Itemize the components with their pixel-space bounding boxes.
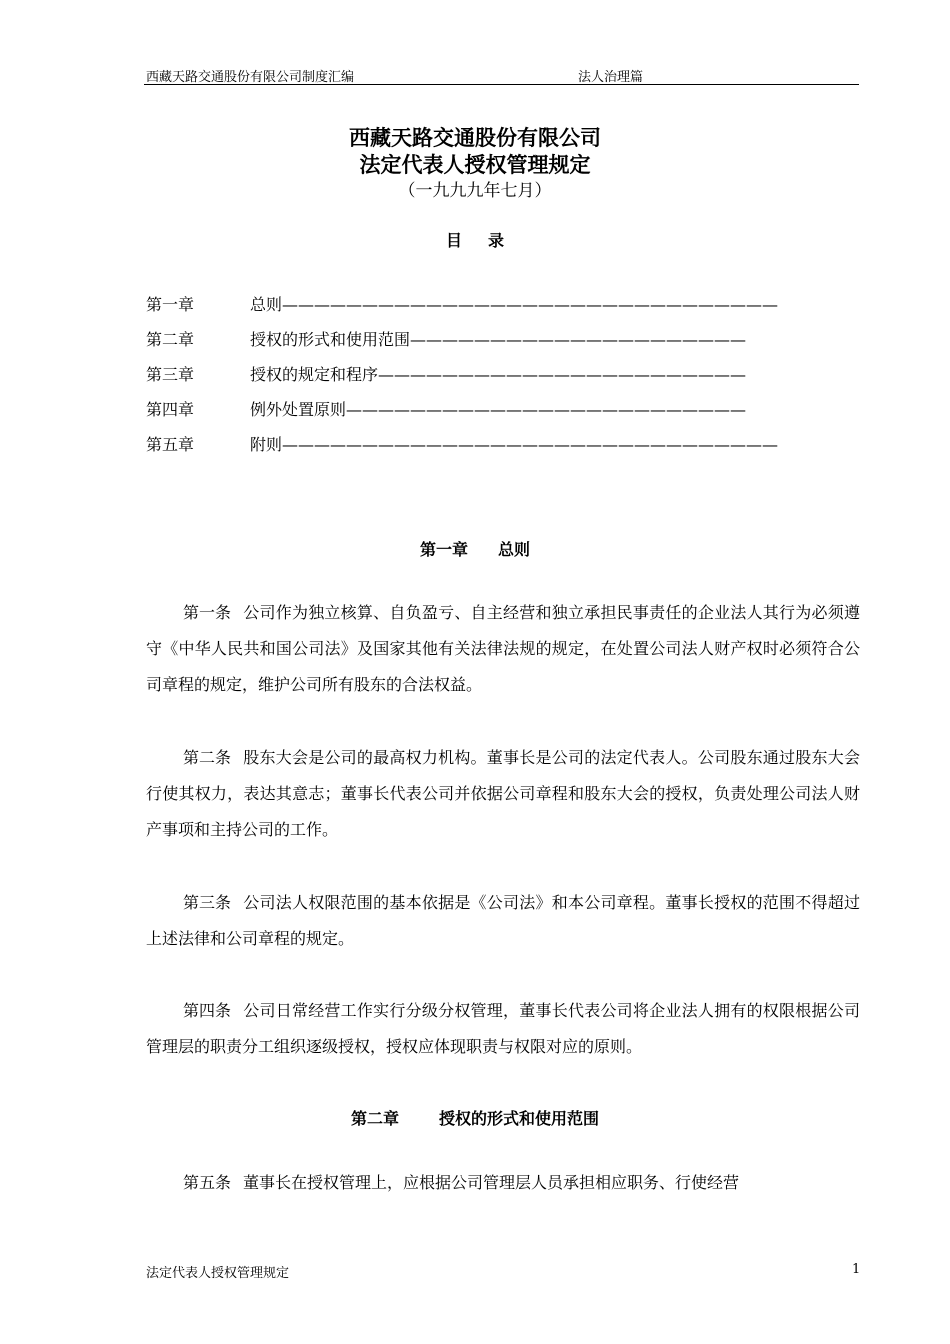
chapter-number: 第一章: [419, 540, 468, 559]
toc-row[interactable]: [146, 292, 806, 327]
article-1: [146, 595, 860, 703]
toc-chapter: 第一章: [146, 295, 195, 314]
article-5: [146, 1165, 860, 1201]
chapter-name: 总则: [498, 540, 531, 559]
toc-chapter: 第二章: [146, 330, 195, 349]
header-rule: [144, 84, 859, 85]
article-text: 公司法人权限范围的基本依据是《公司法》和本公司章程。董事长授权的范围不得超过上述法律和公司章程的规定。: [146, 893, 860, 948]
article-4: [146, 993, 860, 1065]
page-number: 1: [852, 1262, 861, 1277]
footer-title: 法定代表人授权管理规定: [146, 1266, 290, 1281]
toc-chapter: 第四章: [146, 400, 195, 419]
toc-name: 授权的形式和使用范围—————————————————————: [250, 330, 747, 349]
toc-chapter: 第三章: [146, 365, 195, 384]
header-right: 法人治理篇: [578, 70, 644, 85]
toc-row[interactable]: [146, 362, 806, 397]
table-of-contents: [146, 292, 806, 467]
chapter-1-heading: [0, 537, 950, 560]
toc-heading-a: 目: [445, 231, 462, 250]
chapter-number: 第二章: [350, 1109, 399, 1128]
doc-title-company: 西藏天路交通股份有限公司: [349, 125, 601, 150]
chapter-2-heading: [0, 1106, 950, 1129]
article-number: 第四条: [183, 1001, 232, 1020]
chapter-name: 授权的形式和使用范围: [439, 1109, 600, 1128]
article-3: [146, 885, 860, 957]
toc-row[interactable]: [146, 327, 806, 362]
toc-name: 总则———————————————————————————————: [250, 295, 779, 314]
article-number: 第五条: [183, 1173, 232, 1192]
toc-name: 授权的规定和程序———————————————————————: [250, 365, 747, 384]
doc-date: （一九九九年七月）: [398, 181, 552, 201]
toc-heading-b: 录: [488, 231, 505, 250]
toc-row[interactable]: [146, 397, 806, 432]
article-number: 第一条: [183, 603, 232, 622]
toc-name: 例外处置原则—————————————————————————: [250, 400, 747, 419]
article-text: 公司作为独立核算、自负盈亏、自主经营和独立承担民事责任的企业法人其行为必须遵守《中华人民共和国公司法》及国家其他有关法律法规的规定，在处置公司法人财产权时必须符合公司章程的规定，维护公司所有股东的合法权益。: [146, 603, 860, 694]
article-2: [146, 740, 860, 848]
article-text: 董事长在授权管理上，应根据公司管理层人员承担相应职务、行使经营: [243, 1173, 740, 1192]
article-text: 股东大会是公司的最高权力机构。董事长是公司的法定代表人。公司股东通过股东大会行使其权力，表达其意志；董事长代表公司并依据公司章程和股东大会的授权，负责处理公司法人财产事项和主持公司的工作。: [146, 748, 860, 839]
doc-title-name: 法定代表人授权管理规定: [359, 152, 591, 177]
article-text: 公司日常经营工作实行分级分权管理，董事长代表公司将企业法人拥有的权限根据公司管理层的职责分工组织逐级授权，授权应体现职责与权限对应的原则。: [146, 1001, 860, 1056]
toc-row[interactable]: [146, 432, 806, 467]
toc-name: 附则———————————————————————————————: [250, 435, 779, 454]
header-left: 西藏天路交通股份有限公司制度汇编: [146, 70, 355, 85]
article-number: 第三条: [183, 893, 232, 912]
toc-heading: [0, 228, 950, 251]
article-number: 第二条: [183, 748, 232, 767]
toc-chapter: 第五章: [146, 435, 195, 454]
